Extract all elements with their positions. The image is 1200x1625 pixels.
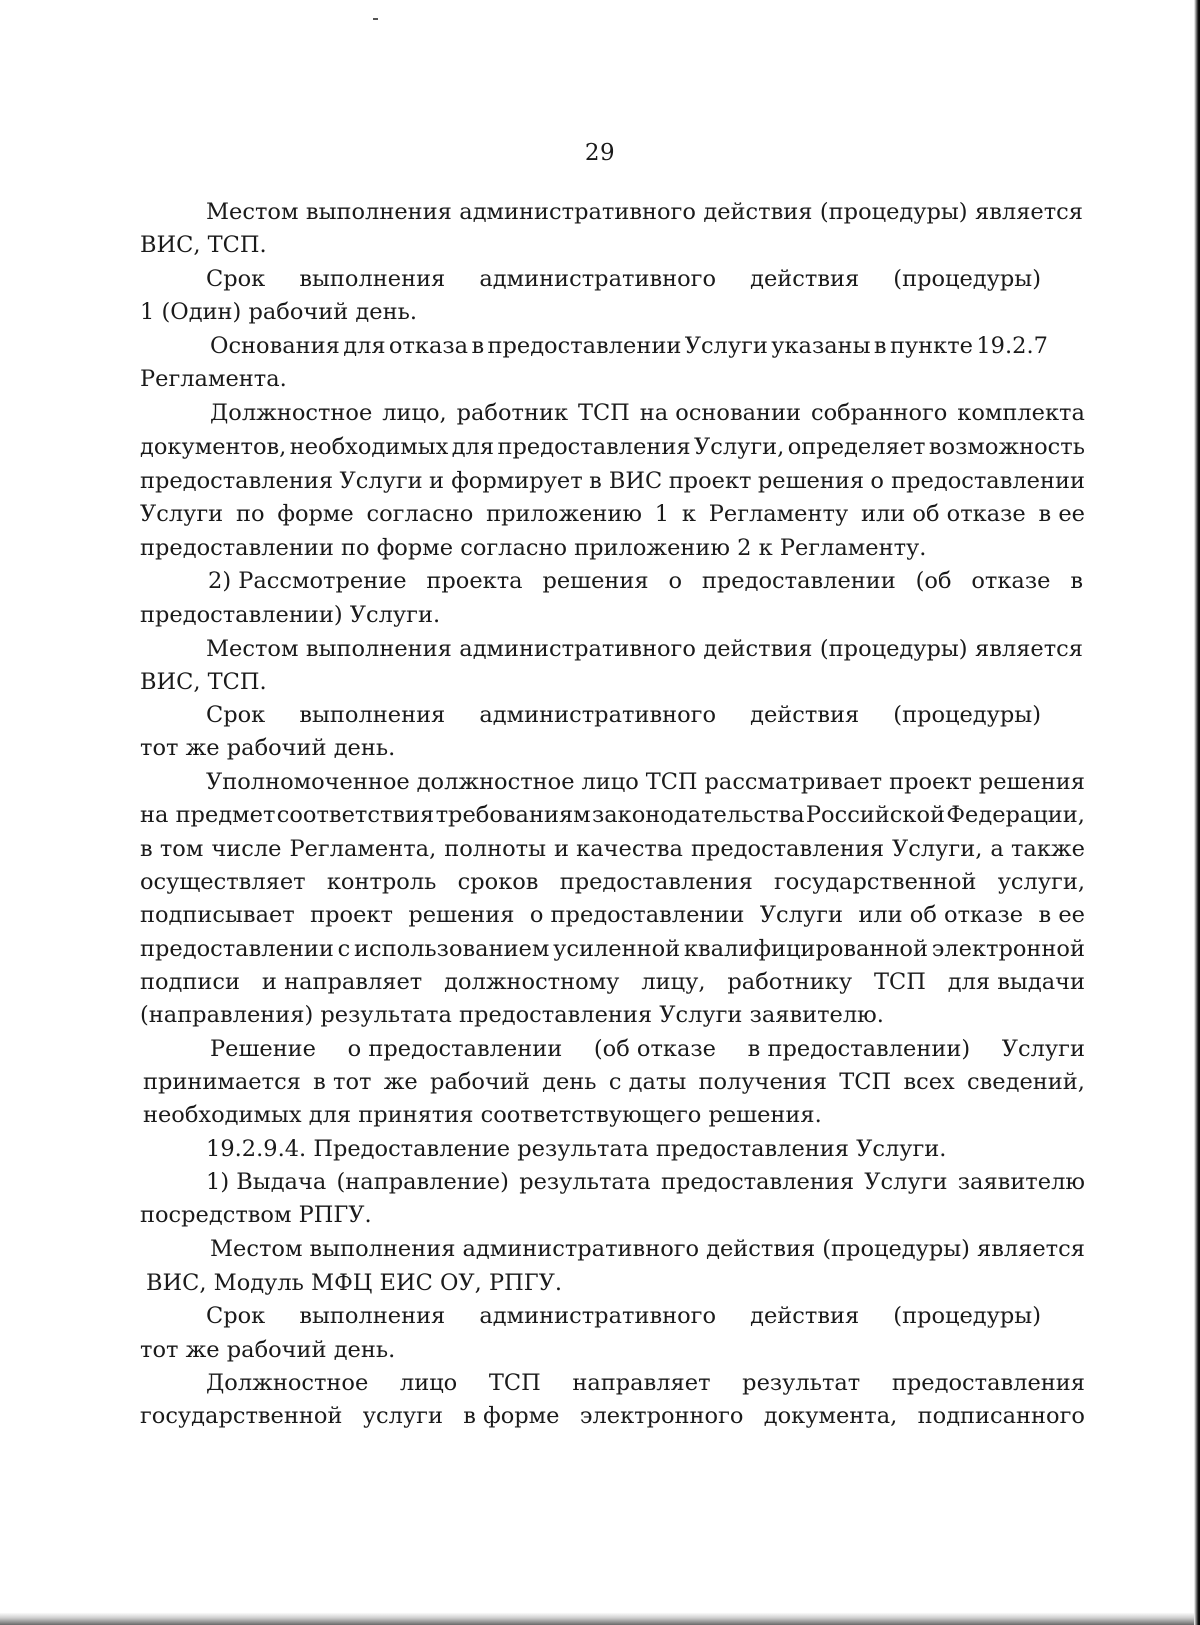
text-word: действия <box>703 199 813 225</box>
text-word: 1 <box>654 501 670 527</box>
text-line <box>210 398 1085 428</box>
text-word: к <box>681 501 696 527</box>
text-word: направляет <box>572 1370 711 1396</box>
text-word: документа, <box>763 1403 898 1429</box>
text-line <box>206 1167 1085 1197</box>
text-word: для <box>343 333 386 359</box>
text-word: выполнения <box>305 199 452 225</box>
text-word: в ее <box>1038 501 1085 527</box>
text-word: 19.2.7 <box>976 333 1048 359</box>
text-line <box>208 566 1083 596</box>
text-word: решения <box>978 769 1085 795</box>
text-word: государственной <box>140 1403 343 1429</box>
text-word: Услуги <box>1001 1036 1085 1062</box>
text-word: Услуги <box>864 1169 948 1195</box>
page-number: 29 <box>584 140 616 166</box>
text-word: лицо, <box>382 400 447 426</box>
text-word: в ВИС <box>589 468 663 494</box>
text-line: ВИС, Модуль МФЦ ЕИС ОУ, РПГУ. <box>146 1270 563 1296</box>
text-line <box>210 331 1048 361</box>
text-line <box>206 264 1041 294</box>
text-word: Уполномоченное <box>206 769 410 795</box>
text-word: Услуги, <box>694 434 785 460</box>
text-word: осуществляет <box>140 869 306 895</box>
text-line <box>206 1368 1085 1398</box>
text-word: на основании <box>639 400 802 426</box>
text-word: ТСП <box>873 969 926 995</box>
text-word: проект <box>668 468 752 494</box>
text-word: лицу, <box>641 969 706 995</box>
text-word: административного <box>479 266 716 292</box>
text-word: результата <box>519 1169 651 1195</box>
text-line: (направления) результата предоставления Услуги заявителю. <box>140 1002 884 1028</box>
text-word: подписанного <box>917 1403 1085 1429</box>
text-word: для <box>451 434 495 460</box>
text-word: должностное <box>416 769 575 795</box>
text-word: выполнения <box>309 1236 456 1262</box>
text-word: действия <box>750 266 860 292</box>
text-word: принимается <box>143 1069 301 1095</box>
text-word: день <box>542 1069 597 1095</box>
text-line <box>206 767 1085 797</box>
text-line <box>143 1067 1085 1097</box>
text-line: необходимых для принятия соответствующего решения. <box>143 1102 822 1128</box>
text-word: проект <box>310 902 393 928</box>
text-word: квалифицированной <box>683 936 928 962</box>
text-word: о предоставлении <box>870 468 1085 494</box>
text-word: лицо <box>581 769 639 795</box>
text-word: указаны <box>771 333 871 359</box>
text-word: государственной <box>774 869 977 895</box>
text-word: Срок <box>206 266 266 292</box>
text-word: (направление) <box>336 1169 509 1195</box>
text-line <box>140 867 1085 897</box>
text-word: или об отказе <box>860 501 1026 527</box>
text-word: и направляет <box>261 969 423 995</box>
text-word: возможность <box>928 434 1085 460</box>
text-line <box>140 1401 1085 1431</box>
text-word: решения <box>408 902 515 928</box>
text-word: в <box>1070 568 1083 594</box>
text-word: выполнения <box>305 636 452 662</box>
text-word: (процедуры) <box>819 636 968 662</box>
text-word: ТСП <box>839 1069 892 1095</box>
text-word: предоставлении <box>701 568 896 594</box>
text-word: Местом <box>210 1236 303 1262</box>
text-line <box>210 1034 1085 1064</box>
text-word: подписывает <box>140 902 295 928</box>
text-line: тот же рабочий день. <box>140 1337 396 1363</box>
text-word: работнику <box>727 969 853 995</box>
text-word: использованием <box>353 936 550 962</box>
text-word: в форме <box>463 1403 560 1429</box>
text-word: законодательства <box>592 802 805 828</box>
text-word: (процедуры) <box>893 702 1041 728</box>
text-word: Услуги, <box>892 836 983 862</box>
text-word: в <box>471 333 485 359</box>
text-word: о <box>668 568 683 594</box>
text-word: полноты <box>444 836 546 862</box>
text-word: Услуги <box>339 468 423 494</box>
text-word: лицо <box>399 1370 458 1396</box>
text-word: действия <box>706 1236 816 1262</box>
text-word: Местом <box>206 636 299 662</box>
text-word: в предоставлении) <box>747 1036 971 1062</box>
text-word: Местом <box>206 199 299 225</box>
text-word: в том <box>140 836 204 862</box>
text-line: ВИС, ТСП. <box>140 232 267 258</box>
text-word: выполнения <box>299 1303 446 1329</box>
text-word: работник <box>456 400 569 426</box>
text-line <box>206 1301 1041 1331</box>
text-word: ТСП <box>488 1370 541 1396</box>
text-word: выполнения <box>299 266 446 292</box>
text-word: предоставления <box>690 836 885 862</box>
text-word: Основания <box>210 333 340 359</box>
text-word: о предоставлении <box>529 902 745 928</box>
text-word: является <box>975 199 1083 225</box>
text-line <box>140 800 1085 830</box>
text-word: Срок <box>206 702 266 728</box>
text-word: (об <box>915 568 952 594</box>
text-word: усиленной <box>553 936 681 962</box>
text-word: предоставления <box>559 869 753 895</box>
text-word: действия <box>750 1303 860 1329</box>
text-line: 19.2.9.4. Предоставление результата предоставления Услуги. <box>206 1136 947 1162</box>
scan-speck <box>373 18 378 20</box>
text-line <box>140 934 1085 964</box>
text-word: административного <box>459 636 696 662</box>
text-word: комплекта <box>957 400 1085 426</box>
text-word: предоставлении <box>487 333 682 359</box>
text-word: в ее <box>1038 902 1085 928</box>
text-word: ТСП <box>645 769 698 795</box>
text-word: решения <box>757 468 865 494</box>
text-word: рассматривает <box>704 769 883 795</box>
text-word: (процедуры) <box>822 1236 970 1262</box>
text-word: пункте <box>889 333 973 359</box>
text-word: Услуги <box>684 333 768 359</box>
text-word: действия <box>750 702 860 728</box>
text-word: предоставления <box>497 434 691 460</box>
text-line <box>206 700 1041 730</box>
text-word: получения <box>698 1069 827 1095</box>
text-word: (об отказе <box>593 1036 716 1062</box>
text-line <box>210 1234 1085 1264</box>
text-line <box>140 432 1085 462</box>
text-word: Регламента, <box>289 836 437 862</box>
text-word: Услуги <box>140 501 224 527</box>
text-word: Срок <box>206 1303 266 1329</box>
text-word: предоставления <box>891 1370 1085 1396</box>
text-line: 1 (Один) рабочий день. <box>140 299 417 325</box>
text-line: Регламента. <box>140 366 287 392</box>
text-line <box>140 900 1085 930</box>
text-word: предоставлении <box>140 936 334 962</box>
text-word: сведений, <box>967 1069 1085 1095</box>
text-word: о предоставлении <box>347 1036 563 1062</box>
text-word: должностному <box>444 969 620 995</box>
text-word: форме <box>277 501 354 527</box>
text-line <box>206 197 1083 227</box>
text-word: с <box>337 936 351 962</box>
text-line: посредством РПГУ. <box>140 1202 372 1228</box>
text-word: является <box>975 636 1083 662</box>
text-word: ТСП <box>577 400 630 426</box>
text-word: административного <box>479 702 716 728</box>
text-word: решения <box>542 568 649 594</box>
text-word: (процедуры) <box>893 266 1041 292</box>
text-line: предоставлении по форме согласно приложению 2 к Регламенту. <box>140 535 927 561</box>
text-word: для выдачи <box>947 969 1085 995</box>
text-word: действия <box>703 636 813 662</box>
text-word: согласно <box>366 501 474 527</box>
text-word: является <box>977 1236 1085 1262</box>
text-word: контроль <box>326 869 437 895</box>
text-line <box>140 499 1085 529</box>
text-word: предоставления <box>140 468 334 494</box>
text-word: Решение <box>210 1036 316 1062</box>
text-word: приложению <box>486 501 642 527</box>
text-line: предоставлении) Услуги. <box>140 602 441 628</box>
text-word: рабочий <box>430 1069 530 1095</box>
text-word: административного <box>459 199 696 225</box>
text-word: в тот <box>313 1069 372 1095</box>
text-word: собранного <box>810 400 948 426</box>
text-word: предоставления <box>660 1169 855 1195</box>
text-word: (процедуры) <box>893 1303 1041 1329</box>
text-word: Должностное <box>206 1370 369 1396</box>
text-line: тот же рабочий день. <box>140 735 396 761</box>
text-word: Услуги <box>759 902 843 928</box>
text-word: услуги <box>362 1403 443 1429</box>
text-word: Федерации, <box>946 802 1085 828</box>
text-word: на предмет <box>140 802 276 828</box>
text-line <box>140 466 1085 496</box>
scan-bottom-edge <box>0 1607 1200 1625</box>
text-word: подписи <box>140 969 240 995</box>
text-word: или об отказе <box>858 902 1024 928</box>
scan-right-edge <box>1194 0 1200 1625</box>
text-word: административного <box>479 1303 716 1329</box>
text-word: услуги, <box>997 869 1085 895</box>
text-word: и формирует <box>429 468 583 494</box>
text-word: административного <box>462 1236 700 1262</box>
text-word: требованиям <box>435 802 591 828</box>
text-word: с даты <box>608 1069 687 1095</box>
text-word: сроков <box>457 869 539 895</box>
text-word: Регламенту <box>708 501 849 527</box>
text-word: отказе <box>971 568 1051 594</box>
text-word: всех <box>903 1069 955 1095</box>
text-word: электронного <box>579 1403 744 1429</box>
text-word: заявителю <box>957 1169 1085 1195</box>
text-word: электронной <box>931 936 1085 962</box>
text-word: документов, <box>140 434 287 460</box>
text-line: ВИС, ТСП. <box>140 669 267 695</box>
text-word: а также <box>990 836 1085 862</box>
text-word: отказа <box>388 333 469 359</box>
text-word: проект <box>889 769 972 795</box>
text-line <box>206 634 1083 664</box>
text-word: проекта <box>426 568 523 594</box>
text-word: числе <box>211 836 282 862</box>
text-word: определяет <box>787 434 926 460</box>
text-word: же <box>383 1069 418 1095</box>
text-word: в <box>873 333 887 359</box>
text-word: Российской <box>805 802 945 828</box>
text-word: 2) Рассмотрение <box>208 568 407 594</box>
text-word: результат <box>742 1370 861 1396</box>
text-word: соответствия <box>276 802 435 828</box>
text-word: 1) Выдача <box>206 1169 327 1195</box>
text-word: выполнения <box>299 702 446 728</box>
text-word: Должностное <box>210 400 373 426</box>
text-word: (процедуры) <box>819 199 968 225</box>
text-line <box>140 967 1085 997</box>
text-word: по <box>235 501 265 527</box>
text-word: необходимых <box>289 434 449 460</box>
text-line <box>140 834 1085 864</box>
text-word: и качества <box>554 836 683 862</box>
